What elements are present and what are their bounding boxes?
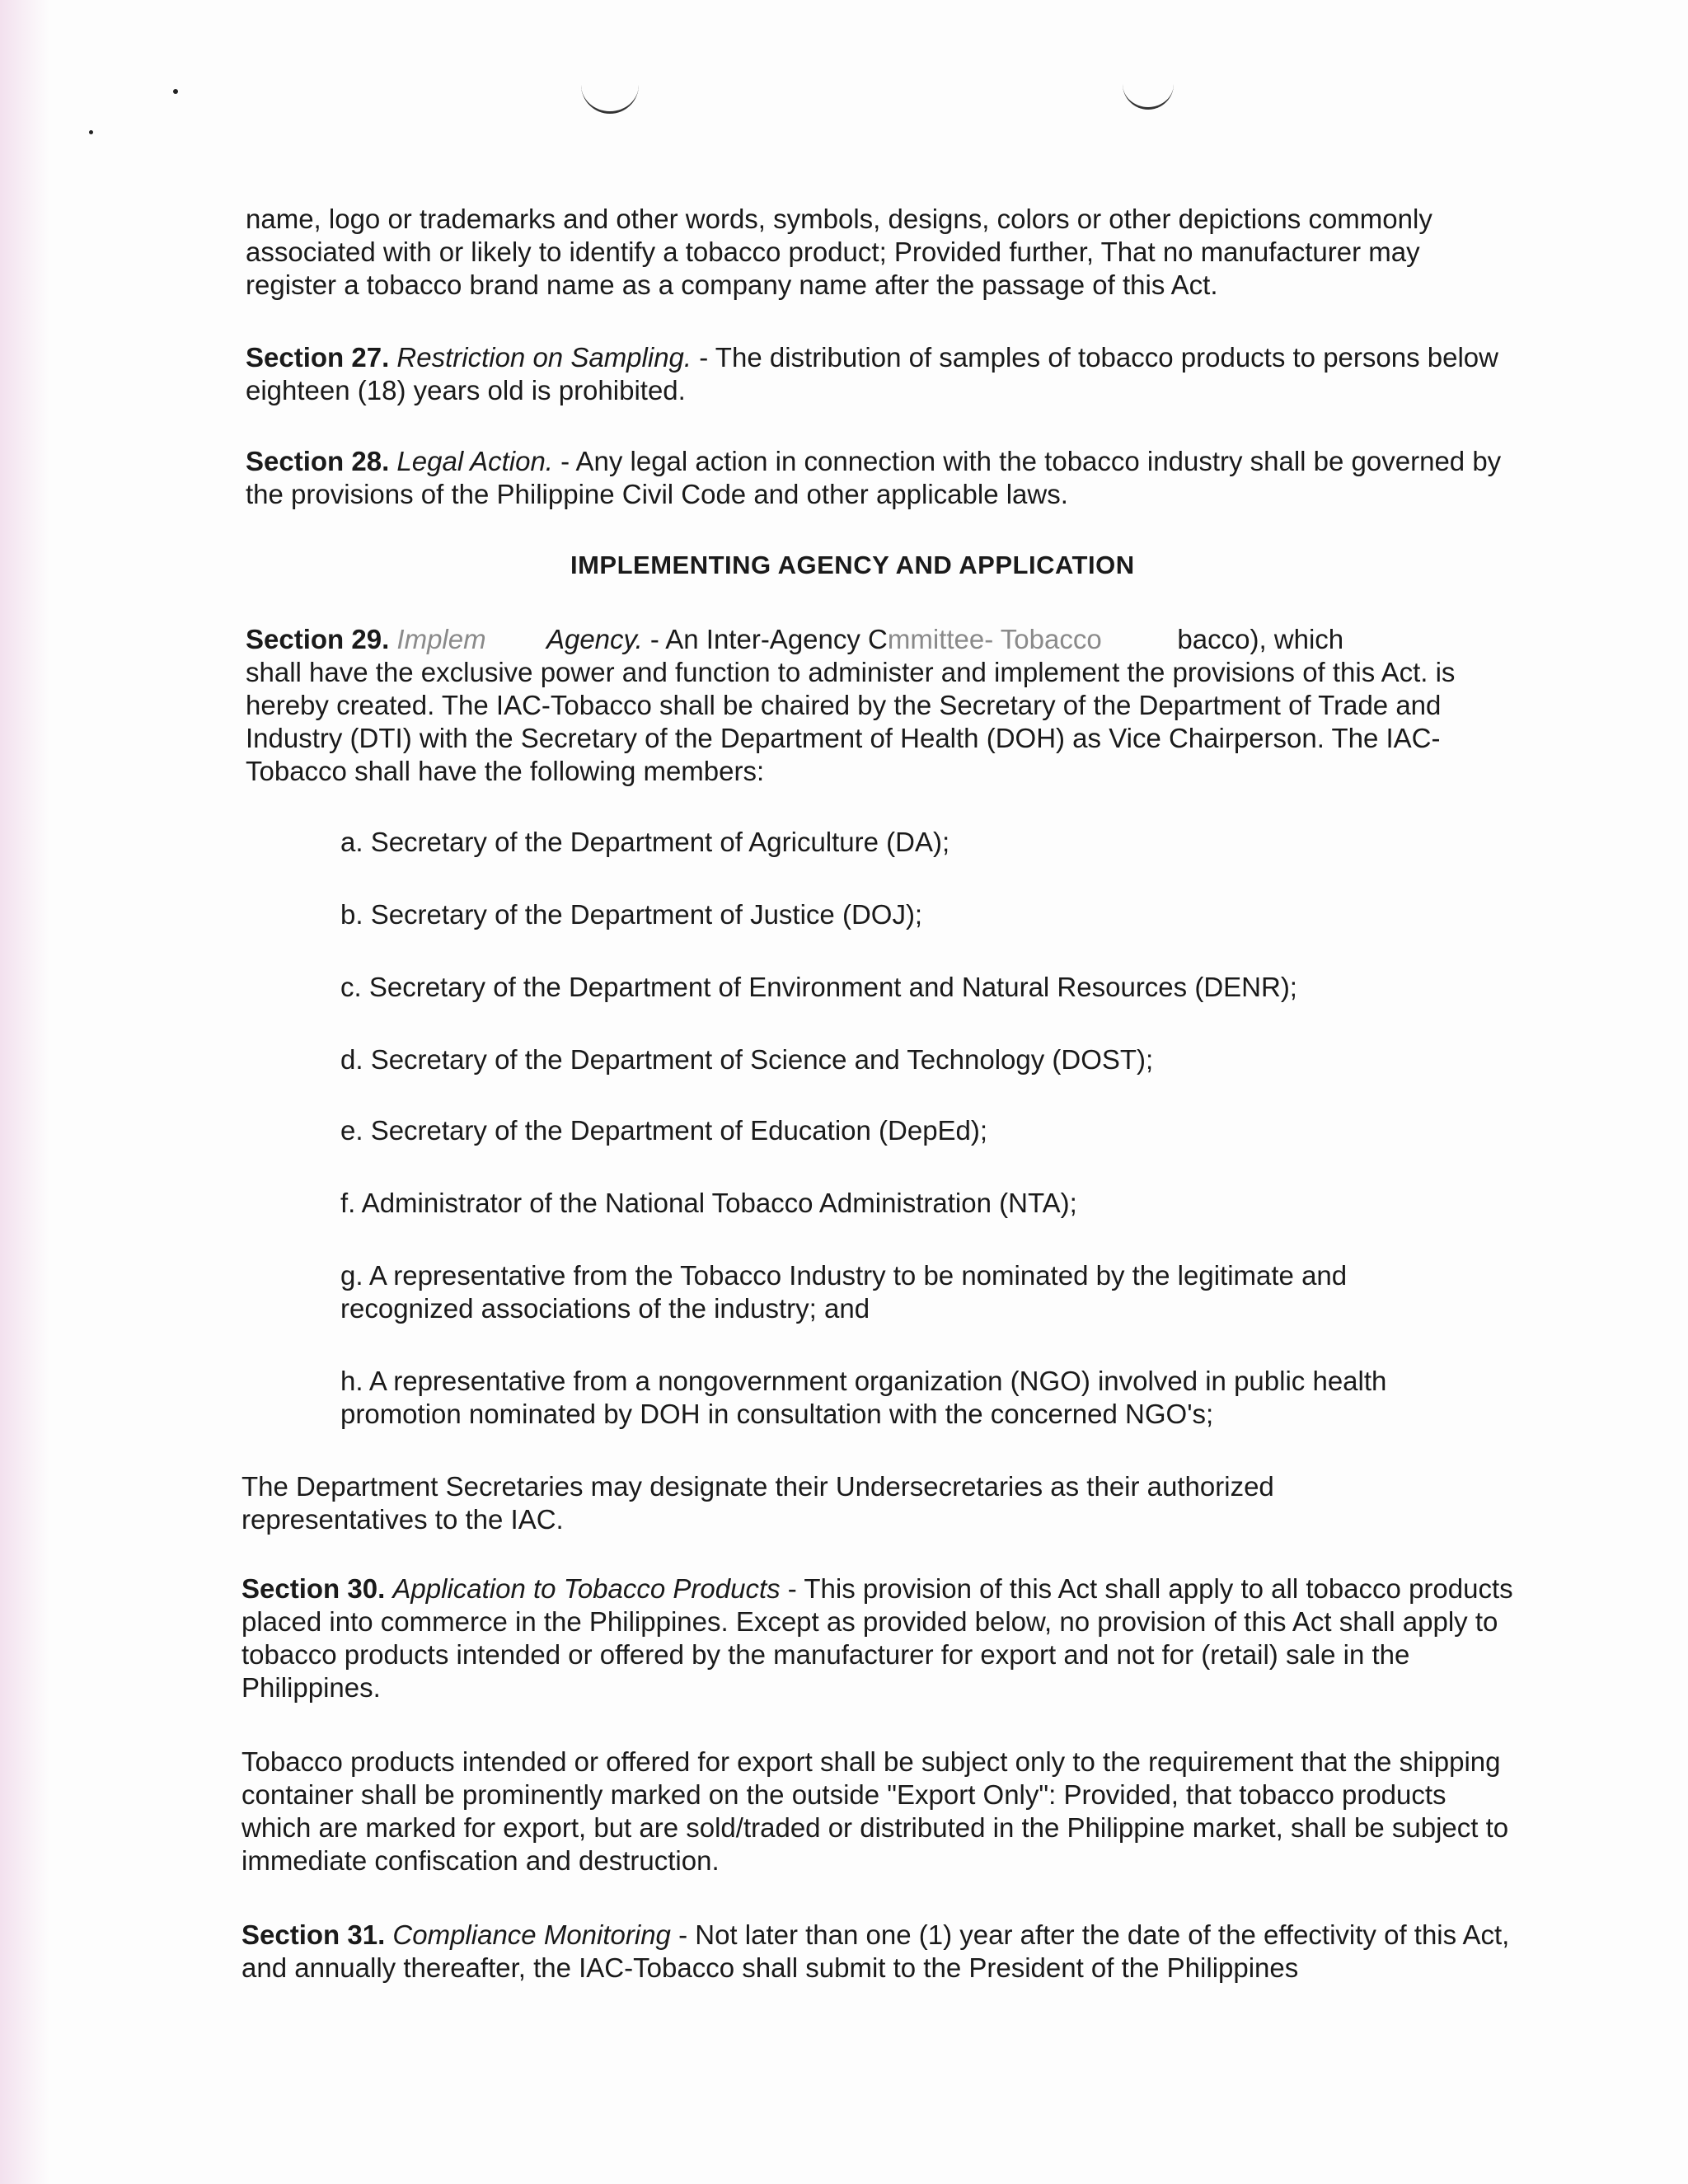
- section-title-faded: Implem: [396, 624, 486, 654]
- section-body: shall have the exclusive power and function to administer and implement the provisions of this Act. is hereby created. The IAC-Tobacco shall be chaired by the Secretary of the Department of Trade and Industry (DTI) with the Secretary of the Department of Health (DOH) as Vice Chairperson. The IAC-Tobacco shall have the following members:: [246, 657, 1456, 786]
- designation-paragraph: The Department Secretaries may designate their Undersecretaries as their authorized representatives to the IAC.: [241, 1471, 1274, 1535]
- member-item: c. Secretary of the Department of Environment and Natural Resources (DENR);: [340, 972, 1297, 1002]
- section-31: [241, 1919, 1515, 1985]
- member-item: h. A representative from a nongovernment organization (NGO) involved in public health promotion nominated by DOH in consultation with the concerned NGO's;: [340, 1366, 1387, 1429]
- scan-speck: [89, 130, 93, 134]
- section-body: - This provision of this Act shall apply to all tobacco products placed into commerce in the Philippines. Except as provided below, no provision of this Act shall apply to tobacco products intended or offered by the manufacturer for export and not for (retail) sale in the Philippines.: [241, 1573, 1513, 1703]
- section-28: [246, 445, 1507, 511]
- section-body: - The distribution of samples of tobacco products to persons below eighteen (18) years old is prohibited.: [246, 342, 1498, 405]
- heading-implementing-agency: IMPLEMENTING AGENCY AND APPLICATION: [570, 551, 1135, 579]
- section-title: Restriction on Sampling.: [396, 342, 692, 373]
- section-number: Section 28.: [246, 446, 390, 476]
- hole-punch-mark: [581, 78, 639, 114]
- section-body: - Any legal action in connection with the tobacco industry shall be governed by the provisions of the Philippine Civil Code and other applicable laws.: [246, 446, 1502, 509]
- section-title: Legal Action.: [396, 446, 553, 476]
- section-number: Section 29.: [246, 624, 390, 654]
- section-number: Section 31.: [241, 1919, 386, 1950]
- scan-speck: [173, 89, 178, 94]
- member-item: g. A representative from the Tobacco Industry to be nominated by the legitimate and recognized associations of the industry; and: [340, 1260, 1348, 1324]
- section-title: Agency.: [546, 624, 643, 654]
- section-number: Section 27.: [246, 342, 390, 373]
- member-item: a. Secretary of the Department of Agriculture (DA);: [340, 827, 950, 857]
- hole-punch-mark: [1123, 76, 1174, 110]
- section-body: - Not later than one (1) year after the date of the effectivity of this Act, and annually thereafter, the IAC-Tobacco shall submit to the President of the Philippines: [241, 1919, 1510, 1983]
- section-29: [246, 623, 1507, 788]
- section-body-faded: mmittee- Tobacco: [887, 624, 1102, 654]
- member-item: d. Secretary of the Department of Science and Technology (DOST);: [340, 1044, 1154, 1075]
- scan-edge-shadow: [0, 0, 49, 2184]
- member-item: b. Secretary of the Department of Justice (DOJ);: [340, 899, 923, 930]
- intro-paragraph: name, logo or trademarks and other words, symbols, designs, colors or other depictions commonly associated with or likely to identify a tobacco product; Provided further, That no manufacturer may register a tobacco brand name as a company name after the passage of this Act.: [246, 204, 1432, 300]
- member-item: f. Administrator of the National Tobacco Administration (NTA);: [340, 1188, 1077, 1218]
- section-30: [241, 1572, 1515, 1704]
- section-title: Application to Tobacco Products: [392, 1573, 781, 1604]
- section-27: [246, 341, 1507, 407]
- export-paragraph: Tobacco products intended or offered for export shall be subject only to the requirement that the shipping container shall be prominently marked on the outside "Export Only": Provided, that tobacco products which are marked for export, but are sold/traded or distributed in the Philippine market, shall be subject to immediate confiscation and destruction.: [241, 1746, 1509, 1876]
- section-body: - An Inter-Agency C: [642, 624, 888, 654]
- member-item: e. Secretary of the Department of Education (DepEd);: [340, 1115, 988, 1146]
- section-body: bacco), which: [1177, 624, 1344, 654]
- section-title: Compliance Monitoring: [392, 1919, 671, 1950]
- section-number: Section 30.: [241, 1573, 386, 1604]
